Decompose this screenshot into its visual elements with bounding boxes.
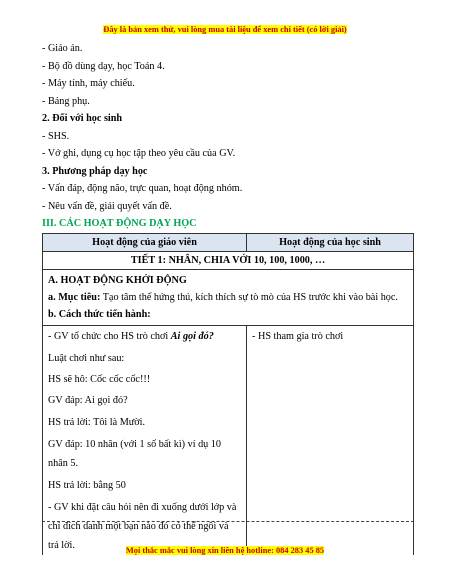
list-item: - Nêu vấn đề, giải quyết vấn đề.: [42, 200, 172, 212]
goal-label: a. Mục tiêu:: [48, 291, 101, 303]
teacher-line: - GV khi đặt câu hỏi nên đi xuống dưới lớp và chỉ đích danh một bạn nào đó có thể ngồi và trả lời.: [48, 502, 237, 552]
teacher-line: Luật chơi như sau:: [48, 352, 125, 364]
page-break-divider: [42, 521, 414, 522]
preview-banner: [0, 25, 450, 34]
preview-banner-text: Đây là bản xem thử, vui lòng mua tài liệu để xem chi tiết (có lời giải): [103, 25, 347, 34]
student-line: - HS tham gia trò chơi: [252, 331, 344, 343]
list-item: - SHS.: [42, 130, 70, 142]
list-item: - Máy tính, máy chiếu.: [42, 78, 135, 89]
list-item: - Giáo án.: [42, 43, 83, 54]
teacher-line: [48, 328, 241, 345]
column-header-teacher: Hoạt động của giáo viên: [43, 233, 247, 251]
teacher-line: HS trả lời: Tôi là Mười.: [48, 416, 146, 428]
teacher-line: GV đáp: 10 nhân (với 1 số bất kì) ví dụ 10 nhân 5.: [48, 438, 221, 469]
table-header-row: [43, 233, 414, 251]
list-item: - Vấn đáp, động não, trực quan, hoạt động nhóm.: [42, 183, 243, 194]
part-a-heading: A. HOẠT ĐỘNG KHỞI ĐỘNG: [48, 274, 187, 286]
lesson-title: TIẾT 1: NHÂN, CHIA VỚI 10, 100, 1000, …: [43, 251, 414, 269]
teacher-line: GV đáp: Ai gọi đó?: [48, 395, 128, 407]
teacher-line: HS trả lời: bằng 50: [48, 479, 126, 491]
table-row: [43, 269, 414, 326]
heading-methods: 3. Phương pháp dạy học: [42, 165, 148, 177]
goal-text: Tạo tâm thế hứng thú, kích thích sự tò mò của HS trước khi vào bài học.: [100, 291, 398, 303]
column-header-student: Hoạt động của học sinh: [247, 233, 414, 251]
intro-cell: [43, 269, 414, 326]
goal-line: [48, 289, 408, 306]
method-label: b. Cách thức tiến hành:: [48, 309, 151, 321]
section-heading: III. CÁC HOẠT ĐỘNG DẠY HỌC: [42, 218, 197, 229]
document-body: [42, 40, 414, 555]
list-item: - Bảng phụ.: [42, 95, 90, 107]
activities-table: [42, 233, 414, 556]
table-row: [43, 251, 414, 269]
hotline-footer: [0, 546, 450, 555]
teacher-line: HS sẽ hô: Cốc cốc cốc!!!: [48, 373, 151, 385]
teacher-first-prefix: - GV tổ chức cho HS trò chơi: [48, 331, 171, 343]
list-item: - Vở ghi, dụng cụ học tập theo yêu cầu của GV.: [42, 148, 236, 159]
game-name: Ai gọi đó?: [170, 331, 214, 343]
hotline-text: Mọi thắc mắc vui lòng xin liên hệ hotline: 084 283 45 85: [125, 546, 325, 555]
heading-students: 2. Đối với học sinh: [42, 113, 123, 124]
list-item: - Bộ đồ dùng dạy, học Toán 4.: [42, 60, 165, 72]
